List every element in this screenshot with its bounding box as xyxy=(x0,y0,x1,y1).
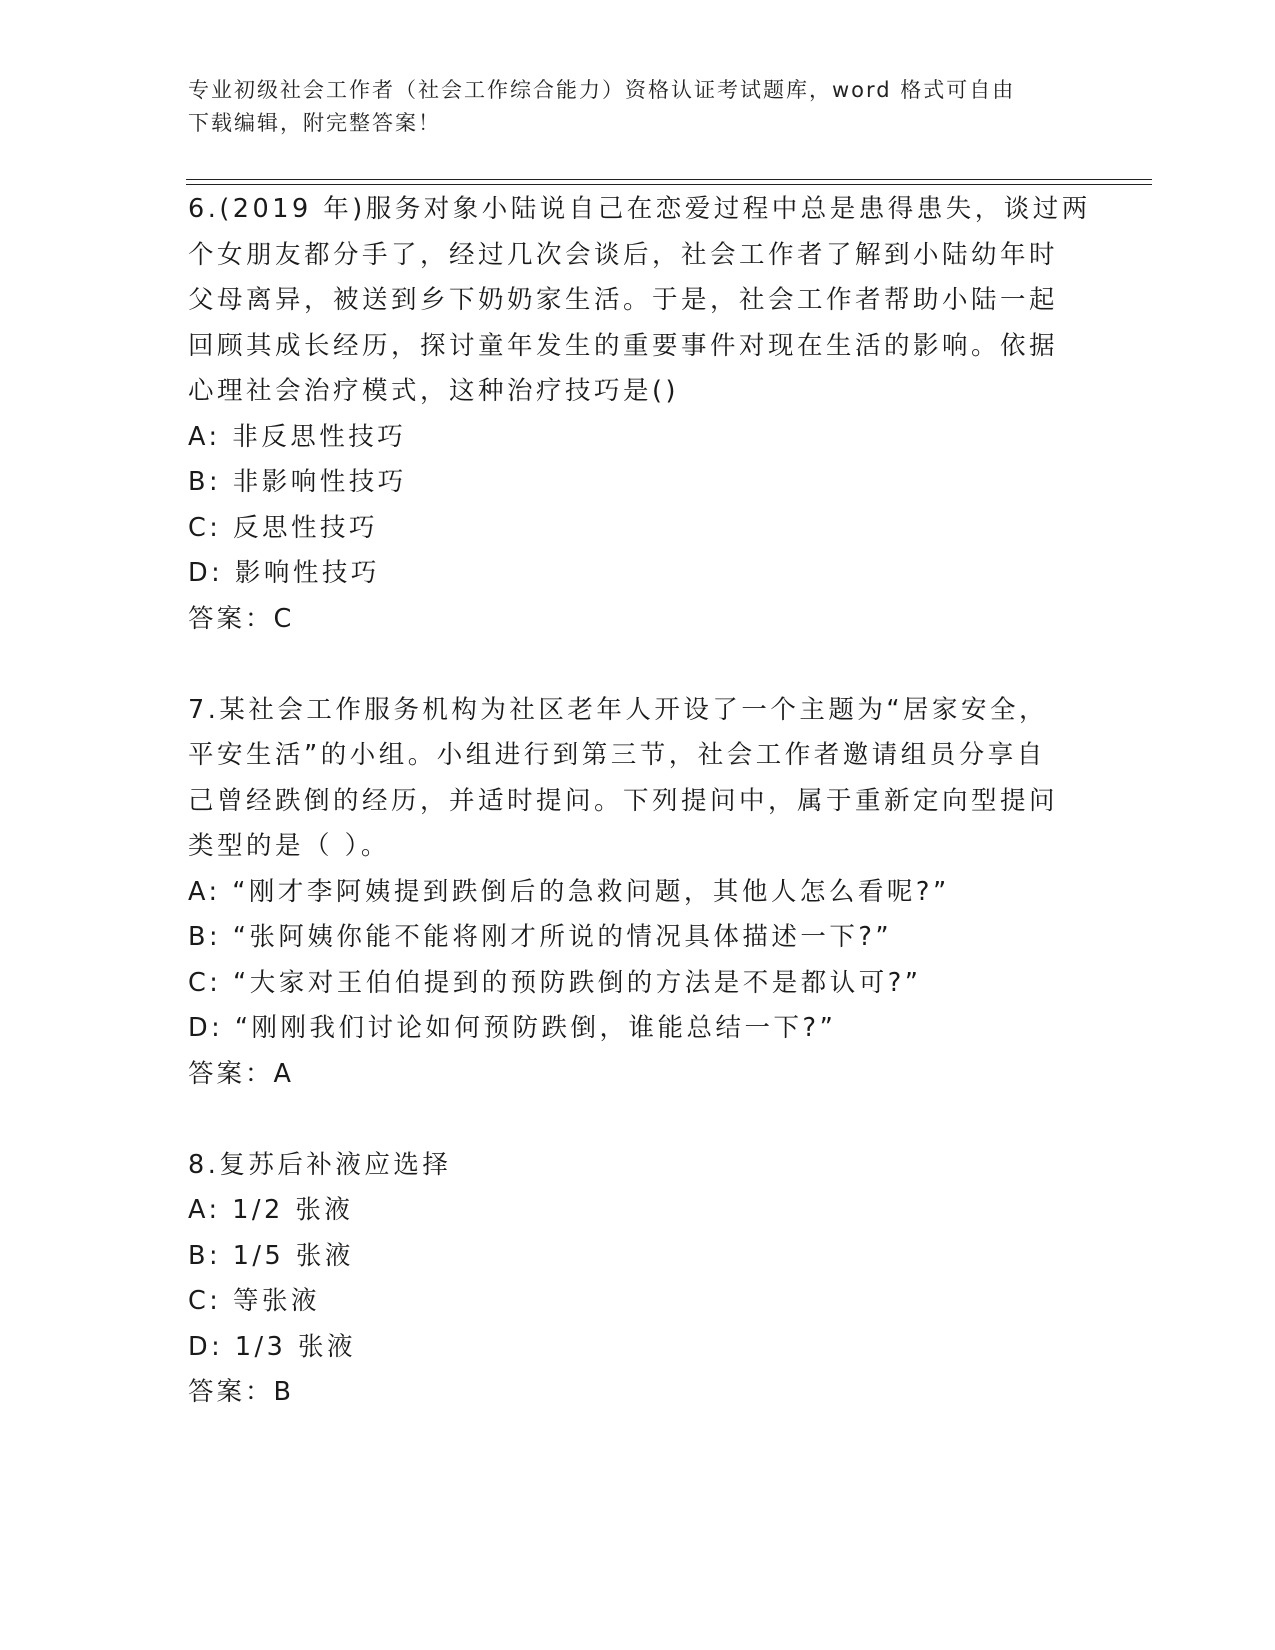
option-a: A: “刚才李阿姨提到跌倒后的急救问题，其他人怎么看呢?” xyxy=(188,876,950,907)
question-8 xyxy=(188,1143,1088,1416)
option-a: A: 非反思性技巧 xyxy=(188,421,407,452)
header-divider-bottom xyxy=(186,184,1152,185)
option-c: C: 反思性技巧 xyxy=(188,512,379,543)
option-b: B: “张阿姨你能不能将刚才所说的情况具体描述一下?” xyxy=(188,922,893,952)
answer-value: C xyxy=(273,603,293,634)
header-divider-top xyxy=(186,179,1152,180)
answer-value: B xyxy=(273,1377,293,1407)
answer-line xyxy=(188,1370,1088,1416)
stem-line: 8.复苏后补液应选择 xyxy=(188,1149,452,1180)
stem-line: 心理社会治疗模式，这种治疗技巧是() xyxy=(188,376,679,406)
option-d: D: 1/3 张液 xyxy=(188,1331,356,1362)
stem-line: 父母离异，被送到乡下奶奶家生活。于是，社会工作者帮助小陆一起 xyxy=(188,285,1059,315)
stem-line: 平安生活”的小组。小组进行到第三节，社会工作者邀请组员分享自 xyxy=(188,740,1046,770)
option-c: C: 等张液 xyxy=(188,1286,321,1316)
answer-label: 答案： xyxy=(188,603,274,634)
answer-line xyxy=(188,1052,1088,1098)
header-line-2: 下载编辑，附完整答案！ xyxy=(188,111,441,135)
option-d: D: 影响性技巧 xyxy=(188,558,380,588)
answer-label: 答案： xyxy=(188,1377,274,1407)
stem-line: 类型的是（ ）。 xyxy=(188,831,390,861)
stem-line: 个女朋友都分手了，经过几次会谈后，社会工作者了解到小陆幼年时 xyxy=(188,239,1059,270)
option-b: B: 1/5 张液 xyxy=(188,1240,354,1271)
answer-line xyxy=(188,597,1088,643)
stem-line: 7.某社会工作服务机构为社区老年人开设了一个主题为“居家安全， xyxy=(188,694,1049,725)
question-stem xyxy=(188,688,1088,870)
question-stem xyxy=(188,1143,1088,1189)
answer-value: A xyxy=(273,1058,292,1089)
document-header xyxy=(188,74,1068,140)
question-separator xyxy=(188,642,1088,688)
answer-label: 答案： xyxy=(188,1058,274,1089)
option-a: A: 1/2 张液 xyxy=(188,1195,354,1225)
option-c: C: “大家对王伯伯提到的预防跌倒的方法是不是都认可?” xyxy=(188,967,922,998)
stem-line: 6.(2019 年)服务对象小陆说自己在恋爱过程中总是患得患失，谈过两 xyxy=(188,194,1091,224)
header-line-1: 专业初级社会工作者（社会工作综合能力）资格认证考试题库，word 格式可自由 xyxy=(188,78,1016,102)
question-stem xyxy=(188,187,1091,415)
question-7 xyxy=(188,688,1088,1098)
stem-line: 己曾经跌倒的经历，并适时提问。下列提问中，属于重新定向型提问 xyxy=(188,785,1059,816)
stem-line: 回顾其成长经历，探讨童年发生的重要事件对现在生活的影响。依据 xyxy=(188,330,1059,361)
option-b: B: 非影响性技巧 xyxy=(188,467,407,497)
question-separator xyxy=(188,1097,1088,1143)
question-list xyxy=(188,187,1091,1416)
question-6 xyxy=(188,187,1091,642)
option-d: D: “刚刚我们讨论如何预防跌倒，谁能总结一下?” xyxy=(188,1013,837,1043)
